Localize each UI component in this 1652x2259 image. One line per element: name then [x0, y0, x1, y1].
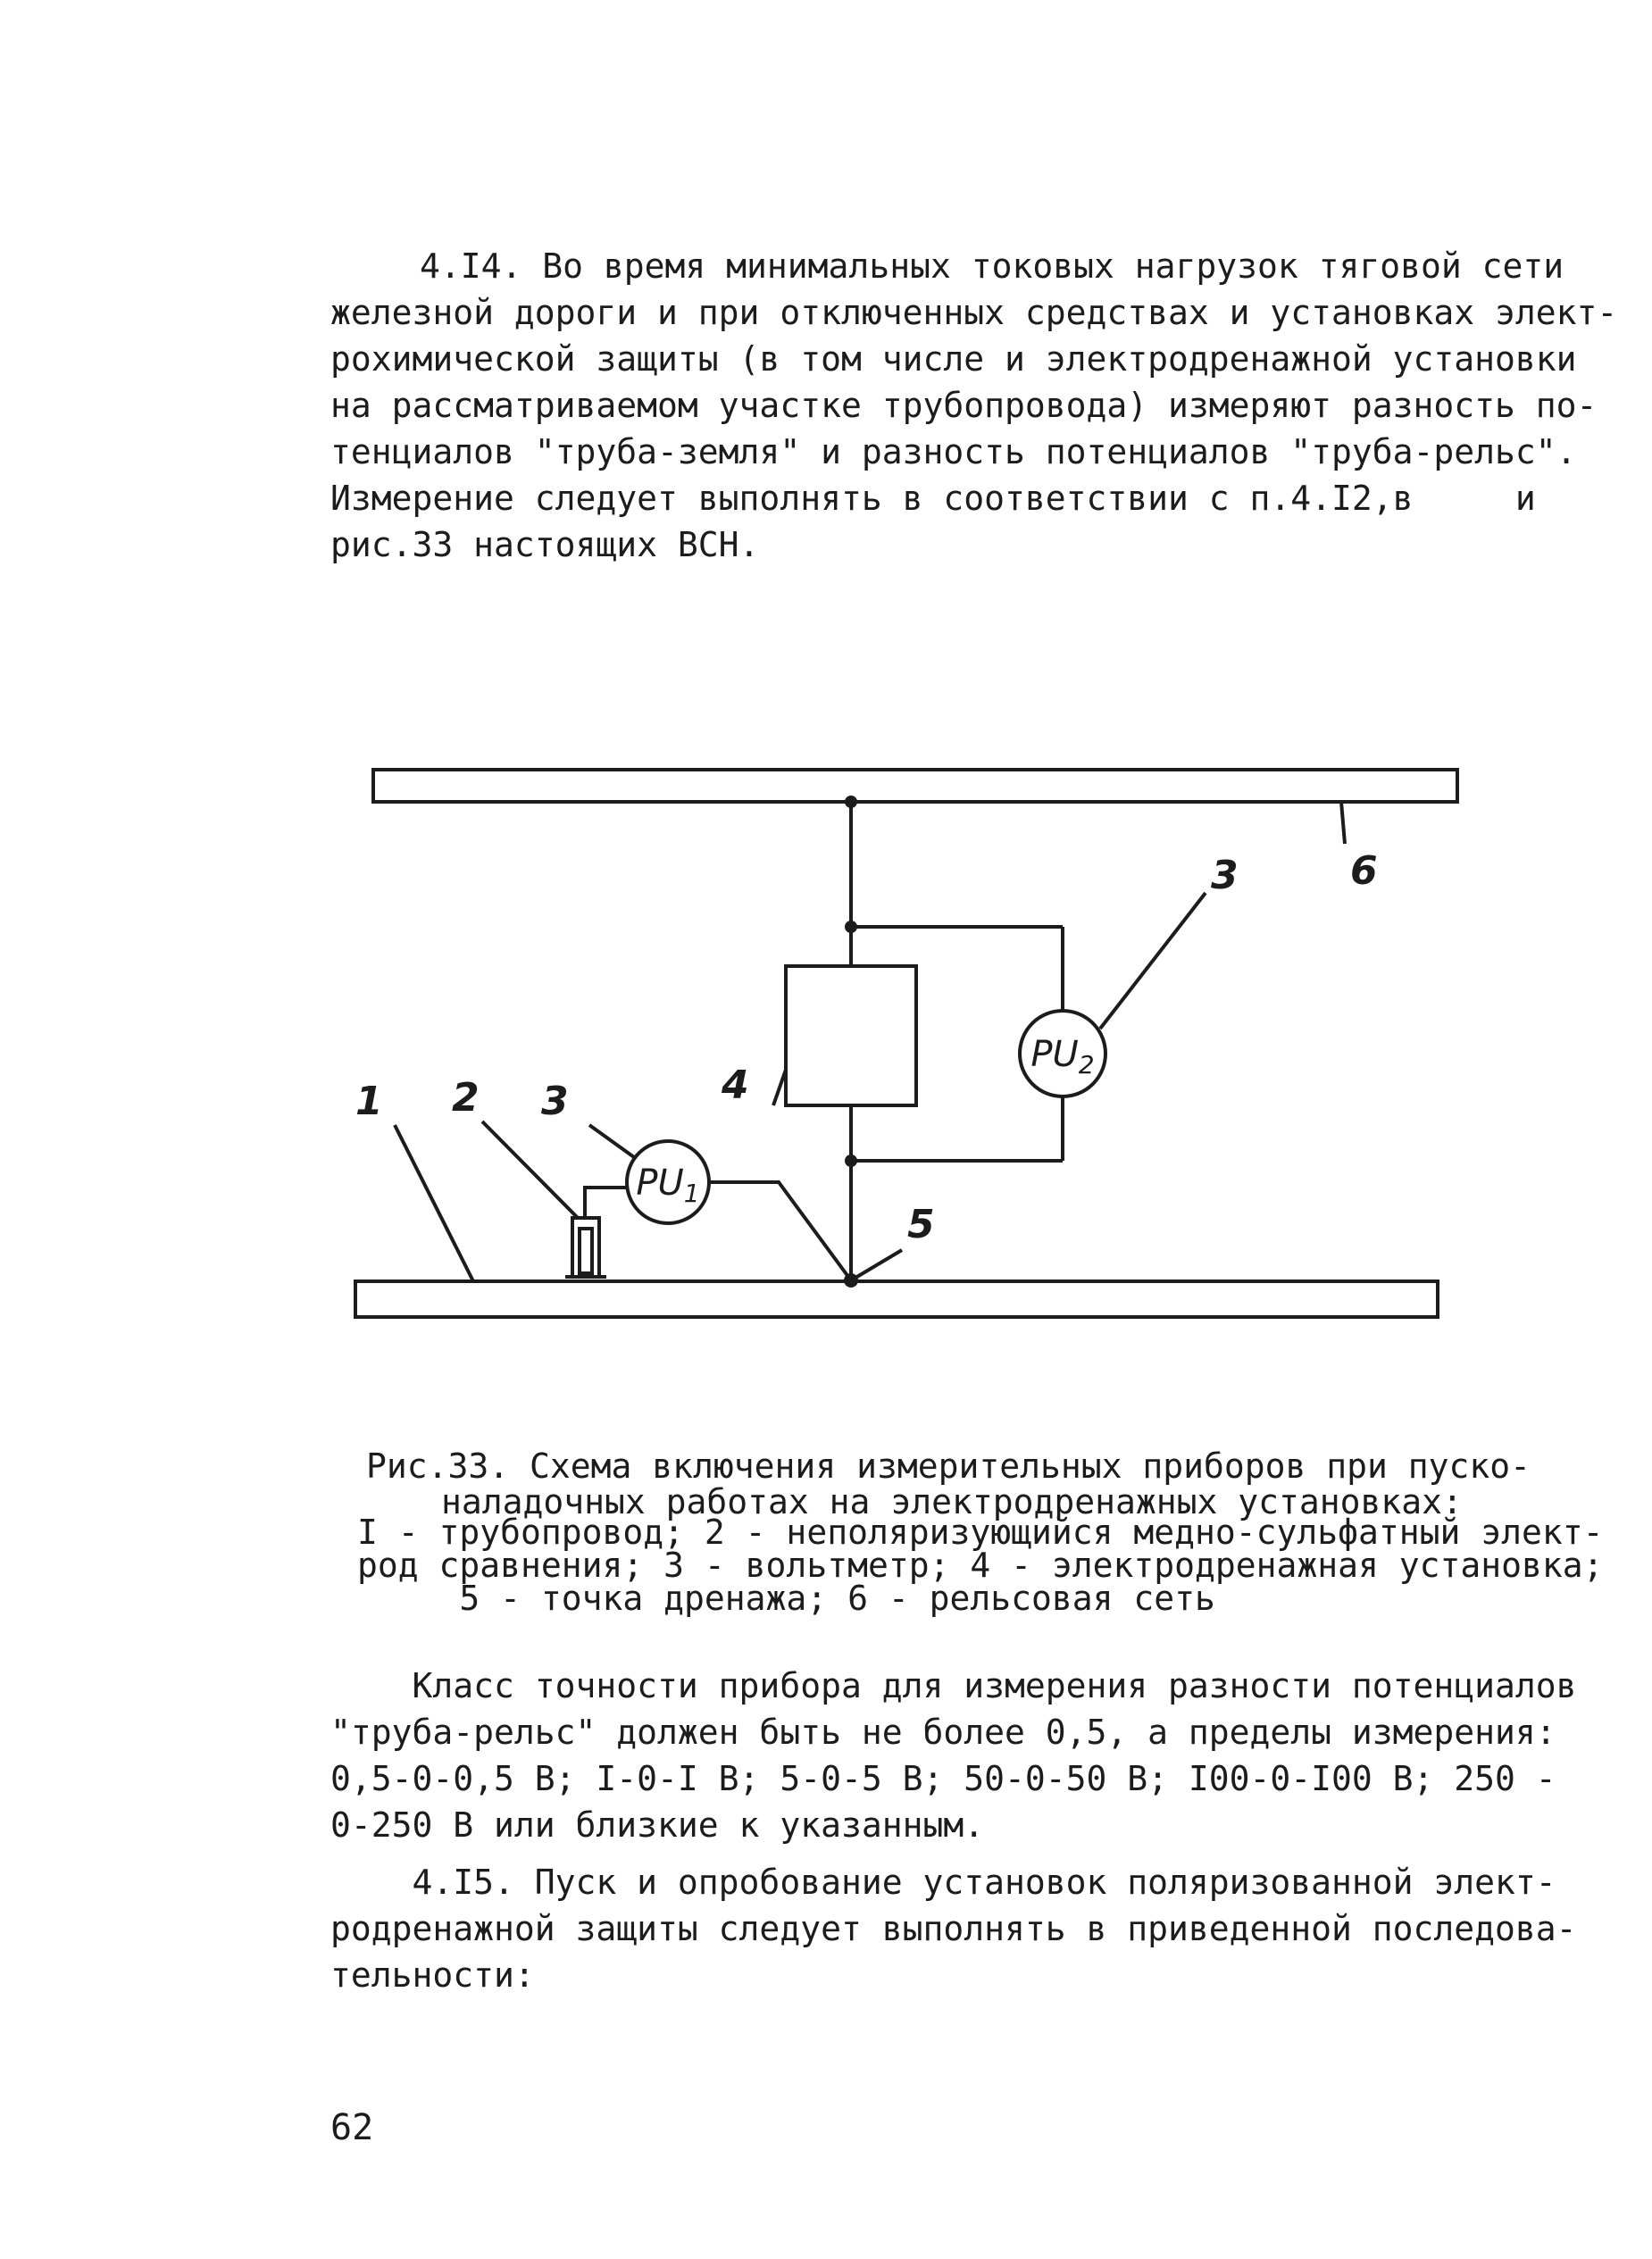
- label-pipeline: 1: [355, 1079, 383, 1124]
- text-line: 4.I4. Во время минимальных токовых нагрузок тяговой сети: [420, 246, 1564, 286]
- leader-3-left: [589, 1125, 634, 1157]
- label-voltmeter-left: 3: [541, 1079, 569, 1124]
- label-voltmeter-right: 3: [1211, 853, 1239, 898]
- paragraph-accuracy-class: [330, 1663, 1577, 1848]
- figure-legend: [357, 1513, 1604, 1618]
- leader-6: [1341, 802, 1345, 844]
- legend-line: 5 - точка дренажа; 6 - рельсовая сеть: [357, 1579, 1215, 1618]
- leader-2: [482, 1121, 578, 1218]
- label-rail-network: 6: [1350, 848, 1378, 894]
- text-line: тельности:: [330, 1955, 535, 1995]
- caption-line: наладочных работах на электродренажных установках:: [441, 1482, 1463, 1521]
- text-line: тенциалов "труба-земля" и разность потенциалов "труба-рельс".: [330, 432, 1577, 471]
- drainage-unit: [786, 966, 916, 1105]
- junction-dot: [845, 921, 857, 933]
- text-line: 0,5-0-0,5 В; I-0-I В; 5-0-5 В; 50-0-50 В; I00-0-I00 В; 250 -: [330, 1759, 1556, 1798]
- label-drain-point: 5: [907, 1202, 935, 1247]
- text-line: "труба-рельс" должен быть не более 0,5, а пределы измерения:: [330, 1713, 1556, 1752]
- junction-dot: [844, 1273, 858, 1288]
- wire-pu1-to-drain: [709, 1182, 851, 1280]
- text-line: 0-250 В или близкие к указанным.: [330, 1805, 985, 1845]
- page-number: 62: [330, 2107, 374, 2148]
- text-line: Класс точности прибора для измерения разности потенциалов: [330, 1666, 1577, 1705]
- leader-3-right: [1100, 893, 1206, 1029]
- junction-dot: [845, 796, 857, 808]
- figure-caption: [366, 1448, 1545, 1520]
- junction-dot: [845, 1155, 857, 1167]
- label-electrode: 2: [452, 1075, 480, 1121]
- voltmeter-2-label: $PU_2$: [1030, 1034, 1095, 1079]
- reference-electrode-core: [580, 1229, 592, 1273]
- label-drainage-unit: 4: [722, 1063, 749, 1108]
- text-line: 4.I5. Пуск и опробование установок поляризованной элект-: [330, 1863, 1556, 1902]
- leader-5: [851, 1250, 902, 1280]
- leader-4: [773, 1070, 786, 1105]
- pipeline-bar: [355, 1281, 1438, 1317]
- text-line: железной дороги и при отключенных средствах и установках элект-: [330, 293, 1618, 332]
- legend-line: I - трубопровод; 2 - неполяризующийся медно-сульфатный элект-: [357, 1513, 1604, 1552]
- text-line: родренажной защиты следует выполнять в приведенной последова-: [330, 1909, 1577, 1948]
- leader-1: [395, 1125, 473, 1281]
- text-line: на рассматриваемом участке трубопровода) измеряют разность по-: [330, 386, 1598, 425]
- text-line: рис.33 настоящих ВСН.: [330, 525, 760, 564]
- text-line: рохимической защиты (в том числе и электродренажной установки: [330, 339, 1577, 379]
- voltmeter-1-label: $PU_1$: [636, 1163, 700, 1208]
- legend-line: род сравнения; 3 - вольтметр; 4 - электродренажная установка;: [357, 1546, 1604, 1585]
- rail-bar: [373, 770, 1457, 802]
- paragraph-4-15: [330, 1859, 1577, 1998]
- text-line: Измерение следует выполнять в соответствии с п.4.I2,в и: [330, 479, 1536, 518]
- circuit-diagram: [330, 750, 1473, 1339]
- paragraph-4-14: [330, 243, 1618, 568]
- caption-line: Рис.33. Схема включения измерительных приборов при пуско-: [366, 1446, 1531, 1486]
